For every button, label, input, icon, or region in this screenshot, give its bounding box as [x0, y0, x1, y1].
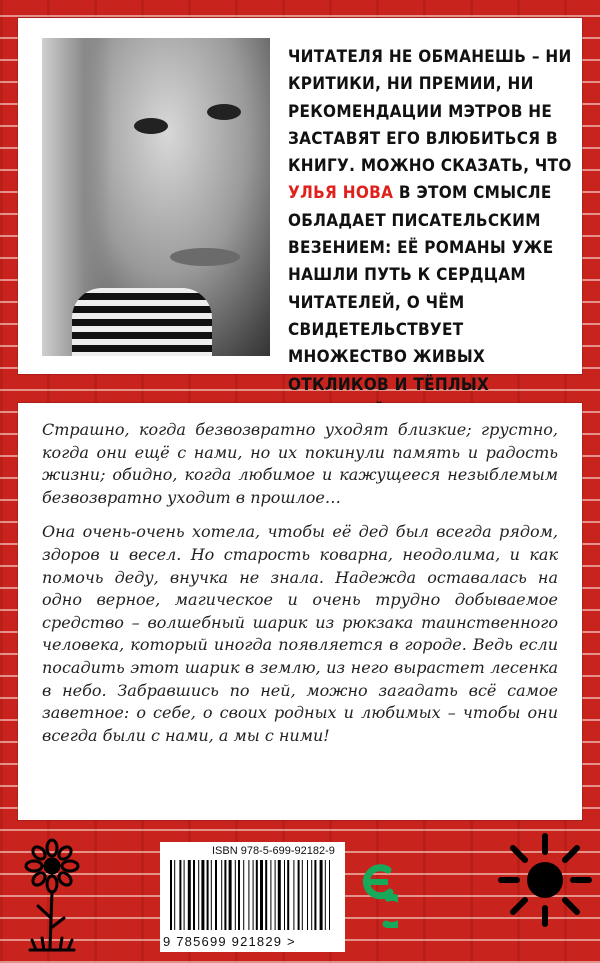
isbn-label: ISBN 978-5-699-92182-9 — [212, 845, 335, 857]
barcode-bar — [229, 860, 232, 930]
annotation-paragraph: Она очень-очень хотела, чтобы её дед был всегда рядом, здоров и весел. Но старость коварна, неодолима, и как помочь деду, внучка не знала. Надежда оставалась на одно верное, магическое и очень трудно добываемое средство – волшебный шарик из рюкзака таинственного человека, который иногда появляется в городе. Ведь если посадить этот шарик в землю, из него вырастет лесенка в небо. Забравшись по ней, можно загадать всё самое заветное: о себе, о своих родных и любимых – чтобы они всегда были с нами, а мы с ними! — [42, 522, 558, 745]
barcode-bar — [235, 860, 236, 930]
barcode-bar — [253, 860, 254, 930]
barcode-bar — [265, 860, 267, 930]
barcode-bar — [221, 860, 222, 930]
barcode-bar — [311, 860, 312, 930]
barcode-bar — [320, 860, 323, 930]
barcode-bar — [287, 860, 289, 930]
barcode-bar — [302, 860, 303, 930]
barcode-bar — [248, 860, 249, 930]
barcode-bar — [243, 860, 244, 930]
annotation-paragraph: Страшно, когда безвозвратно уходят близкие; грустно, когда они ещё с нами, но их покинули память и радость жизни; обидно, когда любимое и кажущееся незыблемым безвозвратно уходит в прошлое… — [42, 420, 558, 507]
barcode-bar — [174, 860, 175, 930]
barcode-bar — [207, 860, 209, 930]
annotation-panel — [18, 403, 582, 820]
author-panel — [18, 18, 582, 395]
barcode-bar — [201, 860, 204, 930]
sun-doodle-icon — [495, 830, 595, 930]
barcode-bar — [325, 860, 326, 930]
barcode-bar — [275, 860, 276, 930]
barcode-bar — [307, 860, 308, 930]
flower-doodle-icon — [22, 838, 82, 953]
barcode-bar — [179, 860, 181, 930]
barcode-bar — [256, 860, 258, 930]
barcode-bar — [193, 860, 195, 930]
barcode-bar — [298, 860, 300, 930]
barcode-bar — [188, 860, 191, 930]
barcode-bar — [211, 860, 212, 930]
barcode-bar — [238, 860, 240, 930]
barcode-bar — [270, 860, 271, 930]
blurb-text-start: ЧИТАТЕЛЯ НЕ ОБМАНЕШЬ – НИ КРИТИКИ, НИ ПРЕМИИ, НИ РЕКОМЕНДАЦИИ МЭТРОВ НЕ ЗАСТАВЯТ ЕГО ВЛЮБИТЬСЯ В КНИГУ. МОЖНО СКАЗАТЬ, ЧТО — [288, 47, 572, 177]
blurb-text-end: В ЭТОМ СМЫСЛЕ ОБЛАДАЕТ ПИСАТЕЛЬСКИМ ВЕЗЕНИЕМ: ЕЁ РОМАНЫ УЖЕ НАШЛИ ПУТЬ К СЕРДЦАМ ЧИТАТЕЛЕЙ, О ЧЁМ СВИДЕТЕЛЬСТВУЕТ МНОЖЕСТВО ЖИВЫХ ОТКЛИКОВ И ТЁПЛЫХ — [288, 183, 554, 395]
barcode-bar — [278, 860, 281, 930]
barcode-bar — [198, 860, 199, 930]
annotation-text — [42, 419, 558, 759]
barcode-digits: 9 785699 921829 > — [163, 934, 296, 949]
author-photo — [42, 38, 270, 356]
barcode-bar — [215, 860, 217, 930]
barcode-bar — [293, 860, 294, 930]
author-name: УЛЬЯ НОВА — [288, 183, 394, 204]
barcode-bar — [284, 860, 285, 930]
barcode-bar — [329, 860, 330, 930]
barcode-bar — [184, 860, 185, 930]
barcode-bar — [224, 860, 226, 930]
barcode-bar — [314, 860, 316, 930]
author-blurb — [288, 44, 578, 426]
barcode-bar — [170, 860, 172, 930]
barcode-bar — [260, 860, 263, 930]
eksmo-logo-icon — [358, 858, 398, 928]
barcode — [160, 842, 345, 952]
barcode-bars — [162, 860, 342, 932]
